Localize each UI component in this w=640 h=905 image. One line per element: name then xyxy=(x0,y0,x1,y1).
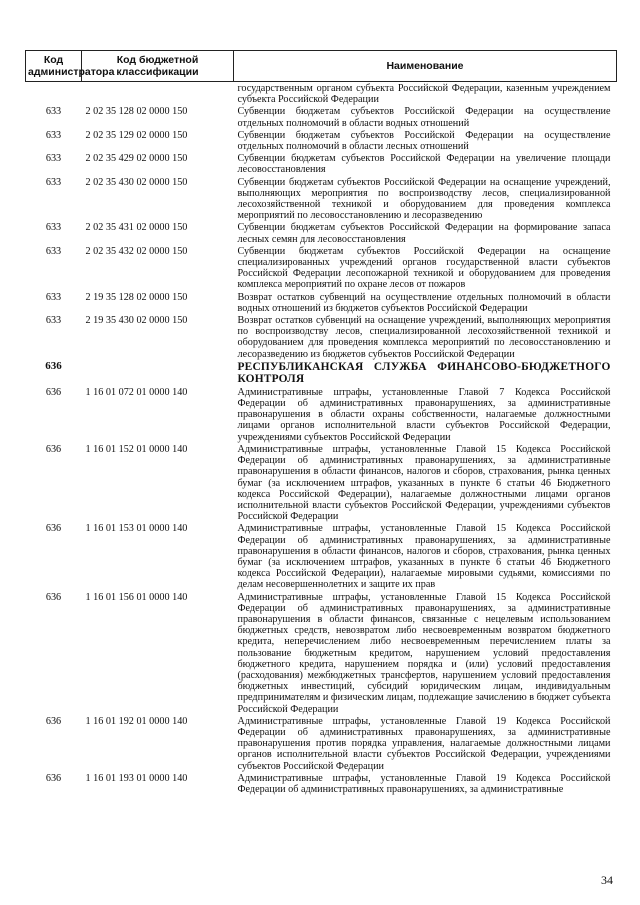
budget-code-cell: 1 16 01 192 01 0000 140 xyxy=(85,715,188,727)
admin-code-cell: 636 xyxy=(45,772,62,784)
budget-code-cell: 1 16 01 152 01 0000 140 xyxy=(85,443,188,455)
budget-code-cell: 2 02 35 430 02 0000 150 xyxy=(85,176,188,188)
page-number: 34 xyxy=(601,873,613,887)
name-header: Наименование xyxy=(234,51,617,82)
admin-code-cell: 636 xyxy=(45,591,62,603)
table-row xyxy=(26,221,617,244)
admin-code-cell xyxy=(26,82,82,106)
budget-classification-table xyxy=(25,50,617,795)
table-row xyxy=(26,715,617,772)
budget-code-cell: 2 02 35 429 02 0000 150 xyxy=(85,153,188,165)
admin-code-cell: 633 xyxy=(45,106,62,118)
table-row xyxy=(26,129,617,152)
name-cell: РЕСПУБЛИКАНСКАЯ СЛУЖБА ФИНАНСОВО-БЮДЖЕТНОГО КОНТРОЛЯ xyxy=(237,360,611,386)
table-row xyxy=(26,386,617,443)
name-cell: Административные штрафы, установленные Главой 15 Кодекса Российской Федерации об административных правонарушениях, за административные правонарушения в области финансов, связанные с нецелевым использованием бюджетных средств, невозвратом либо несвоевременным возвратом бюджетного кредита, неперечислением либо несвоевременным перечислением платы за пользование бюджетным кредитом, нарушением условий предоставления бюджетного кредита, нарушением порядка и (или) условий предоставления (расходования) межбюджетных трансфертов, нарушением условий предоставления бюджетных инвестиций, субсидий юридическим лицам, индивидуальным предпринимателям и физическим лицам, подлежащие зачислению в бюджет субъекта Российской Федерации xyxy=(237,591,611,715)
table-row xyxy=(26,82,617,106)
budget-code-cell: 2 02 35 128 02 0000 150 xyxy=(85,106,188,118)
table-row xyxy=(26,772,617,795)
admin-code-cell: 636 xyxy=(45,386,62,398)
table-row xyxy=(26,314,617,360)
admin-code-cell: 636 xyxy=(45,443,62,455)
budget-code-cell: 2 19 35 430 02 0000 150 xyxy=(85,315,188,327)
name-cell: Возврат остатков субвенций на осуществление отдельных полномочий в области водных отношений из бюджетов субъектов Российской Федерации xyxy=(237,291,611,314)
budget-code-header: Код бюджетной классификации xyxy=(82,51,234,82)
table-row xyxy=(26,591,617,715)
admin-code-cell: 633 xyxy=(45,129,62,141)
admin-code-cell: 633 xyxy=(45,315,62,327)
admin-code-cell: 636 xyxy=(45,523,62,535)
table-header xyxy=(26,51,617,82)
budget-code-cell: 2 02 35 431 02 0000 150 xyxy=(85,222,188,234)
admin-code-cell: 633 xyxy=(45,245,62,257)
name-cell: Административные штрафы, установленные Главой 19 Кодекса Российской Федерации об административных правонарушениях, за административные xyxy=(237,772,611,795)
table-body xyxy=(26,82,617,796)
budget-code-cell: 1 16 01 153 01 0000 140 xyxy=(85,523,188,535)
admin-code-cell: 636 xyxy=(45,715,62,727)
admin-code-cell: 633 xyxy=(45,176,62,188)
table-row xyxy=(26,443,617,522)
name-cell: Субвенции бюджетам субъектов Российской Федерации на осуществление отдельных полномочий в области водных отношений xyxy=(237,106,611,129)
name-cell: Субвенции бюджетам субъектов Российской Федерации на оснащение учреждений, выполняющих мероприятия по воспроизводству лесов, специализированной лесохозяйственной техникой и оборудованием для проведения комплекса мероприятий по лесовосстановлению и лесоразведению xyxy=(237,176,611,222)
admin-code-header: Код администратора xyxy=(26,51,82,82)
budget-code-cell xyxy=(82,360,234,386)
table-row xyxy=(26,291,617,314)
name-cell: государственным органом субъекта Российской Федерации, казенным учреждением субъекта Российской Федерации xyxy=(237,83,611,106)
table-row xyxy=(26,522,617,590)
admin-code-cell: 636 xyxy=(45,359,62,372)
table-row xyxy=(26,245,617,291)
table-row xyxy=(26,152,617,175)
budget-code-cell: 1 16 01 156 01 0000 140 xyxy=(85,591,188,603)
name-cell: Субвенции бюджетам субъектов Российской Федерации на увеличение площади лесовосстановления xyxy=(237,153,611,176)
table-row xyxy=(26,105,617,128)
budget-code-cell: 2 02 35 432 02 0000 150 xyxy=(85,245,188,257)
name-cell: Административные штрафы, установленные Главой 7 Кодекса Российской Федерации об административных правонарушениях, за административные правонарушения в области охраны собственности, налагаемые должностными лицами органов исполнительной власти субъектов Российской Федерации, учреждениями субъектов Российской Федерации xyxy=(237,386,611,443)
name-cell: Административные штрафы, установленные Главой 15 Кодекса Российской Федерации об административных правонарушениях, за административные правонарушения в области финансов, налогов и сборов, страхования, рынка ценных бумаг (за исключением штрафов, указанных в пункте 6 статьи 46 Бюджетного кодекса Российской Федерации), налагаемые мировыми судьями, комиссиями по делам несовершеннолетних и защите их прав xyxy=(237,523,611,591)
name-cell: Субвенции бюджетам субъектов Российской Федерации на формирование запаса лесных семян для лесовосстановления xyxy=(237,222,611,245)
admin-code-cell: 633 xyxy=(45,153,62,165)
admin-code-cell: 633 xyxy=(45,222,62,234)
budget-code-cell: 1 16 01 072 01 0000 140 xyxy=(85,386,188,398)
section-heading-row xyxy=(26,360,617,386)
name-cell: Возврат остатков субвенций на оснащение учреждений, выполняющих мероприятия по воспроизводству лесов, специализированной лесохозяйственной техникой и оборудованием для проведения комплекса мероприятий по лесовосстановлению и лесоразведению из бюджетов субъектов Российской Федерации xyxy=(237,315,611,360)
table-row xyxy=(26,176,617,222)
name-cell: Административные штрафы, установленные Главой 15 Кодекса Российской Федерации об административных правонарушениях, за административные правонарушения в области финансов, налогов и сборов, страхования, рынка ценных бумаг (за исключением штрафов, указанных в пункте 6 статьи 46 Бюджетного кодекса Российской Федерации), налагаемые должностными лицами органов исполнительной власти субъектов Российской Федерации, учреждениями субъектов Российской Федерации xyxy=(237,443,611,523)
budget-code-cell xyxy=(82,82,234,106)
budget-code-cell: 1 16 01 193 01 0000 140 xyxy=(85,772,188,784)
budget-code-cell: 2 19 35 128 02 0000 150 xyxy=(85,291,188,303)
name-cell: Административные штрафы, установленные Главой 19 Кодекса Российской Федерации об административных правонарушениях, за административные правонарушения против порядка управления, налагаемые должностными лицами органов исполнительной власти субъектов Российской Федерации, учреждениями субъектов Российской Федерации xyxy=(237,715,611,772)
budget-codes-page xyxy=(25,50,616,795)
name-cell: Субвенции бюджетам субъектов Российской Федерации на осуществление отдельных полномочий в области лесных отношений xyxy=(237,129,611,153)
admin-code-cell: 633 xyxy=(45,291,62,303)
budget-code-cell: 2 02 35 129 02 0000 150 xyxy=(85,129,188,141)
name-cell: Субвенции бюджетам субъектов Российской Федерации на оснащение специализированных учреждений органов государственной власти субъектов Российской Федерации лесопожарной техникой и оборудованием для проведения комплекса мероприятий по охране лесов от пожаров xyxy=(237,245,611,291)
